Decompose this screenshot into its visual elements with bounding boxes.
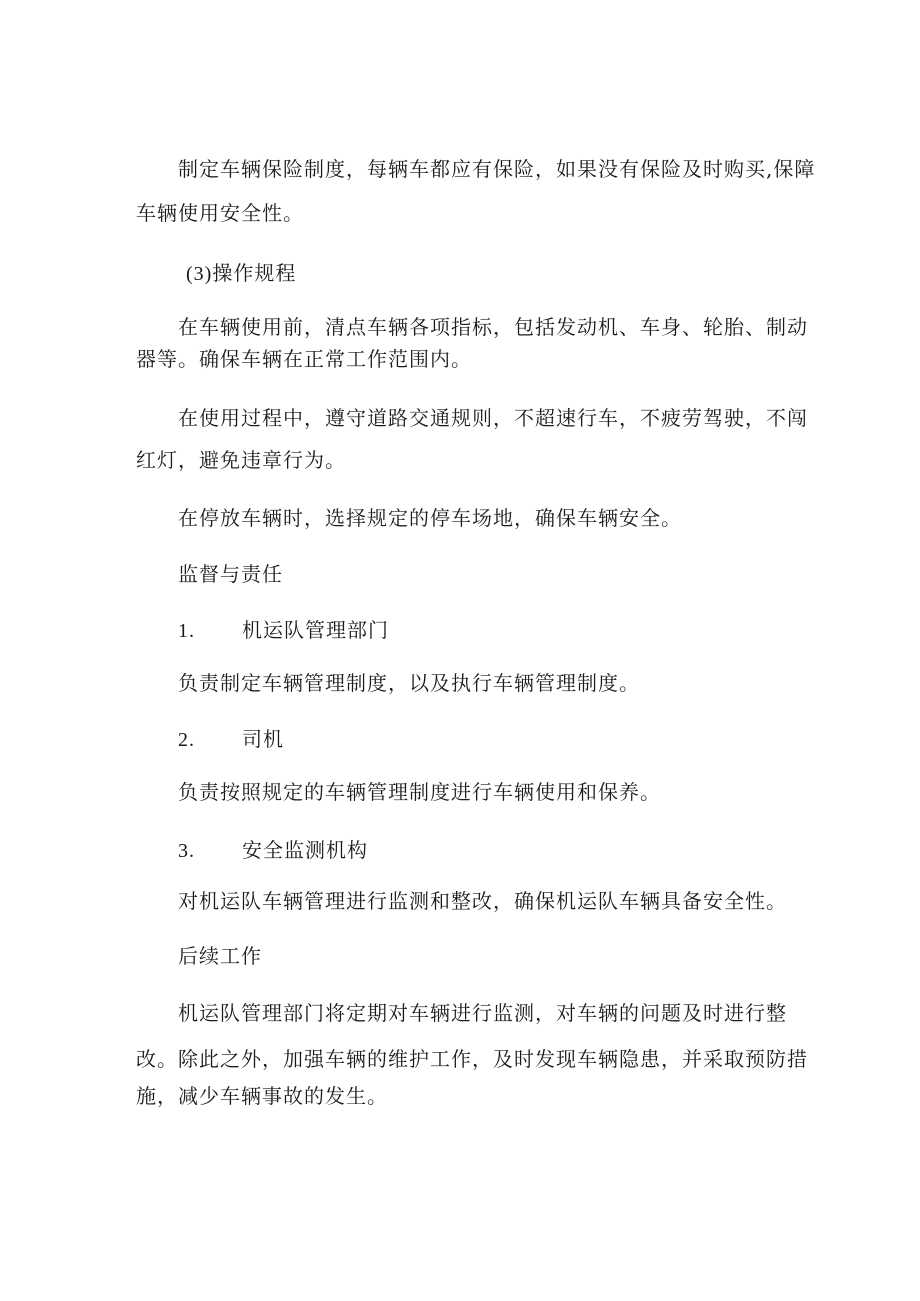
paragraph-parking: 在停放车辆时，选择规定的停车场地，确保车辆安全。 — [178, 506, 682, 530]
paragraph-precheck-line-2: 器等。确保车辆在正常工作范围内。 — [136, 347, 472, 371]
list-item-2-heading — [178, 727, 284, 752]
list-item-2-title: 司机 — [242, 727, 284, 751]
list-item-3-heading — [178, 838, 368, 863]
list-item-3-number: 3. — [178, 840, 195, 862]
paragraph-followup-line-2: 改。除此之外，加强车辆的维护工作，及时发现车辆隐患，并采取预防措 — [136, 1047, 808, 1071]
paragraph-insurance-line-2: 车辆使用安全性。 — [136, 201, 304, 225]
heading-operation-rules — [186, 261, 296, 286]
paragraph-followup-line-1: 机运队管理部门将定期对车辆进行监测，对车辆的问题及时进行整 — [178, 1001, 787, 1025]
list-item-2-description: 负责按照规定的车辆管理制度进行车辆使用和保养。 — [178, 780, 661, 804]
list-item-1-description: 负责制定车辆管理制度，以及执行车辆管理制度。 — [178, 671, 640, 695]
paragraph-insurance-line-1: 制定车辆保险制度，每辆车都应有保险，如果没有保险及时购买,保障 — [178, 157, 816, 181]
list-item-1-number: 1. — [178, 620, 195, 642]
paragraph-followup-line-3: 施，减少车辆事故的发生。 — [136, 1084, 388, 1108]
heading-text: 操作规程 — [212, 261, 297, 285]
paragraph-driving-line-1: 在使用过程中，遵守道路交通规则，不超速行车，不疲劳驾驶，不闯 — [178, 406, 808, 430]
paragraph-driving-line-2: 红灯，避免违章行为。 — [136, 448, 346, 472]
list-item-3-title: 安全监测机构 — [242, 838, 368, 862]
section-heading-supervision: 监督与责任 — [178, 562, 283, 586]
list-item-3-description: 对机运队车辆管理进行监测和整改，确保机运队车辆具备安全性。 — [178, 889, 787, 913]
list-item-2-number: 2. — [178, 729, 195, 751]
heading-number: (3) — [186, 263, 213, 285]
list-item-1-title: 机运队管理部门 — [242, 618, 389, 642]
paragraph-precheck-line-1: 在车辆使用前，清点车辆各项指标，包括发动机、车身、轮胎、制动 — [178, 315, 808, 339]
section-heading-followup: 后续工作 — [178, 944, 262, 968]
list-item-1-heading — [178, 618, 389, 643]
